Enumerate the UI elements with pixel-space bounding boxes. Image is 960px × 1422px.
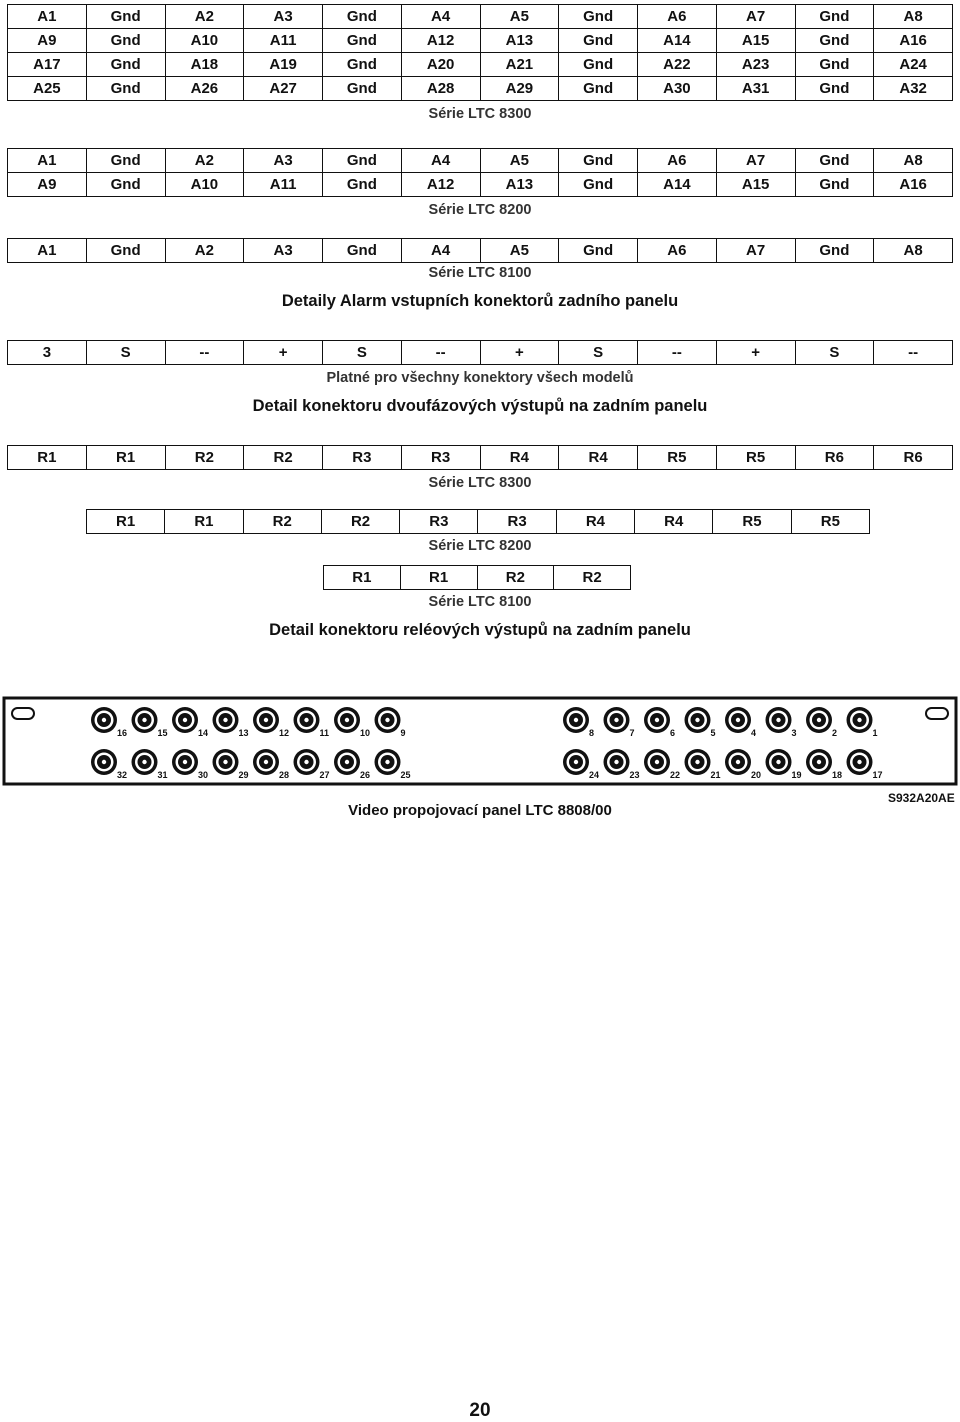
bnc-number-label: 2 — [832, 728, 838, 738]
table-row — [8, 29, 953, 53]
pin-cell: Gnd — [86, 5, 165, 29]
pin-cell: Gnd — [86, 173, 165, 197]
bnc-connector-pin — [736, 718, 740, 722]
pin-cell: A29 — [480, 77, 559, 101]
pin-cell: A8 — [874, 5, 953, 29]
pin-cell: Gnd — [559, 53, 638, 77]
bnc-number-label: 4 — [751, 728, 757, 738]
pin-cell: -- — [874, 341, 953, 365]
alarm-table-ltc8100 — [7, 238, 953, 263]
bnc-connector-pin — [102, 718, 106, 722]
bnc-number-label: 9 — [400, 728, 406, 738]
biphase-table — [7, 340, 953, 365]
pin-cell: R2 — [321, 510, 399, 534]
alarm-heading: Detaily Alarm vstupních konektorů zadního panelu — [281, 292, 679, 310]
bnc-connector-pin — [183, 718, 187, 722]
pin-cell: A13 — [480, 173, 559, 197]
bnc-number-label: 29 — [238, 770, 249, 780]
pin-cell: S — [559, 341, 638, 365]
table-row — [8, 341, 953, 365]
bnc-number-label: 24 — [589, 770, 600, 780]
pin-cell: Gnd — [86, 29, 165, 53]
bnc-number-label: 6 — [670, 728, 676, 738]
table-row — [8, 149, 953, 173]
bnc-connector-pin — [614, 760, 618, 764]
pin-cell: S — [323, 341, 402, 365]
pin-cell: S — [86, 341, 165, 365]
pin-cell: A8 — [874, 149, 953, 173]
pin-cell: Gnd — [86, 53, 165, 77]
bnc-number-label: 28 — [279, 770, 290, 780]
table-row — [8, 446, 953, 470]
pin-cell: R2 — [477, 566, 554, 590]
pin-cell: A2 — [165, 5, 244, 29]
pin-cell: R4 — [480, 446, 559, 470]
bnc-connector-pin — [655, 760, 659, 764]
pin-cell: Gnd — [323, 173, 402, 197]
pin-cell: R5 — [713, 510, 791, 534]
pin-cell: Gnd — [86, 239, 165, 263]
pin-cell: A7 — [716, 239, 795, 263]
bnc-number-label: 22 — [670, 770, 681, 780]
bnc-connector-pin — [183, 760, 187, 764]
pin-cell: Gnd — [86, 149, 165, 173]
pin-cell: A10 — [165, 29, 244, 53]
bnc-connector-pin — [574, 718, 578, 722]
pin-cell: A16 — [874, 173, 953, 197]
relay-caption-ltc8200: Série LTC 8200 — [428, 538, 532, 554]
bnc-number-label: 5 — [710, 728, 716, 738]
pin-cell: A6 — [638, 5, 717, 29]
pin-cell: A15 — [716, 29, 795, 53]
pin-cell: + — [480, 341, 559, 365]
bnc-connector-pin — [102, 760, 106, 764]
pin-cell: + — [244, 341, 323, 365]
pin-cell: R2 — [244, 446, 323, 470]
bnc-number-label: 11 — [319, 728, 330, 738]
pin-cell: R1 — [400, 566, 477, 590]
relay-caption-ltc8100: Série LTC 8100 — [428, 594, 532, 610]
pin-cell: R3 — [400, 510, 478, 534]
bnc-connector-pin — [304, 760, 308, 764]
pin-cell: R1 — [86, 446, 165, 470]
pin-cell: -- — [638, 341, 717, 365]
bnc-number-label: 19 — [791, 770, 802, 780]
pin-cell: 3 — [8, 341, 87, 365]
pin-cell: A10 — [165, 173, 244, 197]
bnc-number-label: 27 — [319, 770, 330, 780]
pin-cell: Gnd — [323, 5, 402, 29]
pin-cell: A12 — [401, 173, 480, 197]
bnc-connector-pin — [817, 718, 821, 722]
pin-cell: A13 — [480, 29, 559, 53]
bnc-connector-pin — [223, 760, 227, 764]
bnc-connector-pin — [142, 718, 146, 722]
pin-cell: -- — [401, 341, 480, 365]
pin-cell: + — [716, 341, 795, 365]
bnc-number-label: 14 — [198, 728, 209, 738]
bnc-number-label: 7 — [629, 728, 635, 738]
page-number: 20 — [469, 1400, 491, 1421]
pin-cell: A4 — [401, 149, 480, 173]
pin-cell: R3 — [478, 510, 556, 534]
pin-cell: A16 — [874, 29, 953, 53]
pin-cell: A18 — [165, 53, 244, 77]
pin-cell: Gnd — [795, 149, 874, 173]
bnc-number-label: 21 — [710, 770, 721, 780]
bnc-number-label: 8 — [589, 728, 595, 738]
pin-cell: R6 — [874, 446, 953, 470]
pin-cell: A5 — [480, 149, 559, 173]
bnc-connector-pin — [304, 718, 308, 722]
bnc-connector-pin — [655, 718, 659, 722]
bnc-connector-pin — [614, 718, 618, 722]
pin-cell: A3 — [244, 5, 323, 29]
pin-cell: A7 — [716, 5, 795, 29]
pin-cell: A27 — [244, 77, 323, 101]
pin-cell: Gnd — [323, 29, 402, 53]
pin-cell: A6 — [638, 239, 717, 263]
pin-cell: S — [795, 341, 874, 365]
mount-slot-icon — [12, 708, 34, 719]
pin-cell: Gnd — [795, 173, 874, 197]
drawing-code: S932A20AE — [888, 791, 955, 805]
pin-cell: Gnd — [559, 149, 638, 173]
pin-cell: A14 — [638, 173, 717, 197]
alarm-table-ltc8200 — [7, 148, 953, 197]
bnc-number-label: 32 — [117, 770, 128, 780]
pin-cell: -- — [165, 341, 244, 365]
pin-cell: A3 — [244, 149, 323, 173]
pin-cell: Gnd — [559, 77, 638, 101]
caption-ltc8100: Série LTC 8100 — [428, 265, 532, 281]
pin-cell: A3 — [244, 239, 323, 263]
pin-cell: A12 — [401, 29, 480, 53]
pin-cell: A32 — [874, 77, 953, 101]
biphase-heading: Detail konektoru dvoufázových výstupů na zadním panelu — [252, 397, 708, 415]
pin-cell: A9 — [8, 29, 87, 53]
pin-cell: A14 — [638, 29, 717, 53]
pin-cell: Gnd — [559, 173, 638, 197]
caption-ltc8200: Série LTC 8200 — [428, 202, 532, 218]
caption-ltc8300: Série LTC 8300 — [428, 106, 532, 122]
bnc-number-label: 20 — [751, 770, 762, 780]
pin-cell: A25 — [8, 77, 87, 101]
pin-cell: Gnd — [795, 239, 874, 263]
pin-cell: R1 — [324, 566, 401, 590]
pin-cell: R4 — [556, 510, 634, 534]
bnc-connector-pin — [574, 760, 578, 764]
pin-cell: A23 — [716, 53, 795, 77]
bnc-connector-pin — [817, 760, 821, 764]
pin-cell: A5 — [480, 5, 559, 29]
bnc-connector-pin — [776, 718, 780, 722]
pin-cell: A17 — [8, 53, 87, 77]
bnc-number-label: 31 — [157, 770, 168, 780]
bnc-number-label: 13 — [238, 728, 249, 738]
relay-table-ltc8200 — [86, 509, 870, 534]
bnc-connector-pin — [264, 718, 268, 722]
pin-cell: A28 — [401, 77, 480, 101]
table-row — [8, 77, 953, 101]
pin-cell: A1 — [8, 5, 87, 29]
pin-cell: A24 — [874, 53, 953, 77]
pin-cell: Gnd — [559, 5, 638, 29]
pin-cell: Gnd — [323, 149, 402, 173]
pin-cell: A2 — [165, 149, 244, 173]
bnc-number-label: 3 — [791, 728, 797, 738]
pin-cell: Gnd — [86, 77, 165, 101]
bnc-number-label: 30 — [198, 770, 209, 780]
table-row — [324, 566, 631, 590]
bnc-connector-pin — [736, 760, 740, 764]
pin-cell: R5 — [638, 446, 717, 470]
bnc-connector-pin — [385, 718, 389, 722]
bnc-number-label: 17 — [872, 770, 883, 780]
pin-cell: A1 — [8, 149, 87, 173]
mount-slot-icon — [926, 708, 948, 719]
bnc-connector-pin — [142, 760, 146, 764]
biphase-caption: Platné pro všechny konektory všech modelů — [326, 370, 634, 386]
pin-cell: R5 — [791, 510, 869, 534]
bnc-number-label: 26 — [360, 770, 371, 780]
pin-cell: Gnd — [323, 53, 402, 77]
pin-cell: A15 — [716, 173, 795, 197]
pin-cell: A30 — [638, 77, 717, 101]
bnc-connector-pin — [776, 760, 780, 764]
pin-cell: Gnd — [323, 239, 402, 263]
relay-caption-ltc8300: Série LTC 8300 — [428, 475, 532, 491]
pin-cell: A9 — [8, 173, 87, 197]
bnc-number-label: 23 — [629, 770, 640, 780]
pin-cell: Gnd — [559, 239, 638, 263]
pin-cell: A5 — [480, 239, 559, 263]
relay-table-ltc8300 — [7, 445, 953, 470]
pin-cell: A31 — [716, 77, 795, 101]
bnc-connector-pin — [695, 760, 699, 764]
pin-cell: A20 — [401, 53, 480, 77]
bnc-connector-pin — [857, 760, 861, 764]
pin-cell: A11 — [244, 173, 323, 197]
bnc-number-label: 25 — [400, 770, 411, 780]
bnc-connector-pin — [223, 718, 227, 722]
pin-cell: R1 — [8, 446, 87, 470]
pin-cell: A11 — [244, 29, 323, 53]
pin-cell: R5 — [716, 446, 795, 470]
pin-cell: A1 — [8, 239, 87, 263]
pin-cell: A8 — [874, 239, 953, 263]
pin-cell: A6 — [638, 149, 717, 173]
pin-cell: Gnd — [323, 77, 402, 101]
pin-cell: R1 — [87, 510, 165, 534]
pin-cell: R2 — [554, 566, 631, 590]
bnc-number-label: 16 — [117, 728, 128, 738]
pin-cell: R2 — [165, 446, 244, 470]
pin-cell: A4 — [401, 239, 480, 263]
bnc-number-label: 10 — [360, 728, 371, 738]
pin-cell: Gnd — [795, 29, 874, 53]
bnc-connector-pin — [345, 760, 349, 764]
bnc-number-label: 12 — [279, 728, 290, 738]
pin-cell: A2 — [165, 239, 244, 263]
pin-cell: Gnd — [795, 77, 874, 101]
pin-cell: A7 — [716, 149, 795, 173]
bnc-connector-pin — [345, 718, 349, 722]
pin-cell: Gnd — [795, 53, 874, 77]
panel-caption: Video propojovací panel LTC 8808/00 — [348, 802, 612, 819]
pin-cell: A21 — [480, 53, 559, 77]
pin-cell: Gnd — [559, 29, 638, 53]
pin-cell: R3 — [323, 446, 402, 470]
patch-panel-drawing — [0, 690, 960, 795]
table-row — [8, 239, 953, 263]
bnc-connector-pin — [695, 718, 699, 722]
bnc-number-label: 18 — [832, 770, 843, 780]
bnc-number-label: 15 — [157, 728, 168, 738]
pin-cell: R6 — [795, 446, 874, 470]
alarm-table-ltc8300 — [7, 4, 953, 101]
pin-cell: R4 — [635, 510, 713, 534]
bnc-connector-pin — [857, 718, 861, 722]
pin-cell: A19 — [244, 53, 323, 77]
bnc-number-label: 1 — [872, 728, 878, 738]
relay-table-ltc8100 — [323, 565, 631, 590]
table-row — [8, 53, 953, 77]
table-row — [87, 510, 870, 534]
pin-cell: R4 — [559, 446, 638, 470]
table-row — [8, 173, 953, 197]
table-row — [8, 5, 953, 29]
pin-cell: A4 — [401, 5, 480, 29]
pin-cell: R2 — [243, 510, 321, 534]
bnc-connector-pin — [264, 760, 268, 764]
pin-cell: R3 — [401, 446, 480, 470]
pin-cell: Gnd — [795, 5, 874, 29]
pin-cell: R1 — [165, 510, 243, 534]
pin-cell: A22 — [638, 53, 717, 77]
pin-cell: A26 — [165, 77, 244, 101]
bnc-connector-pin — [385, 760, 389, 764]
relay-heading: Detail konektoru reléových výstupů na zadním panelu — [269, 621, 691, 639]
